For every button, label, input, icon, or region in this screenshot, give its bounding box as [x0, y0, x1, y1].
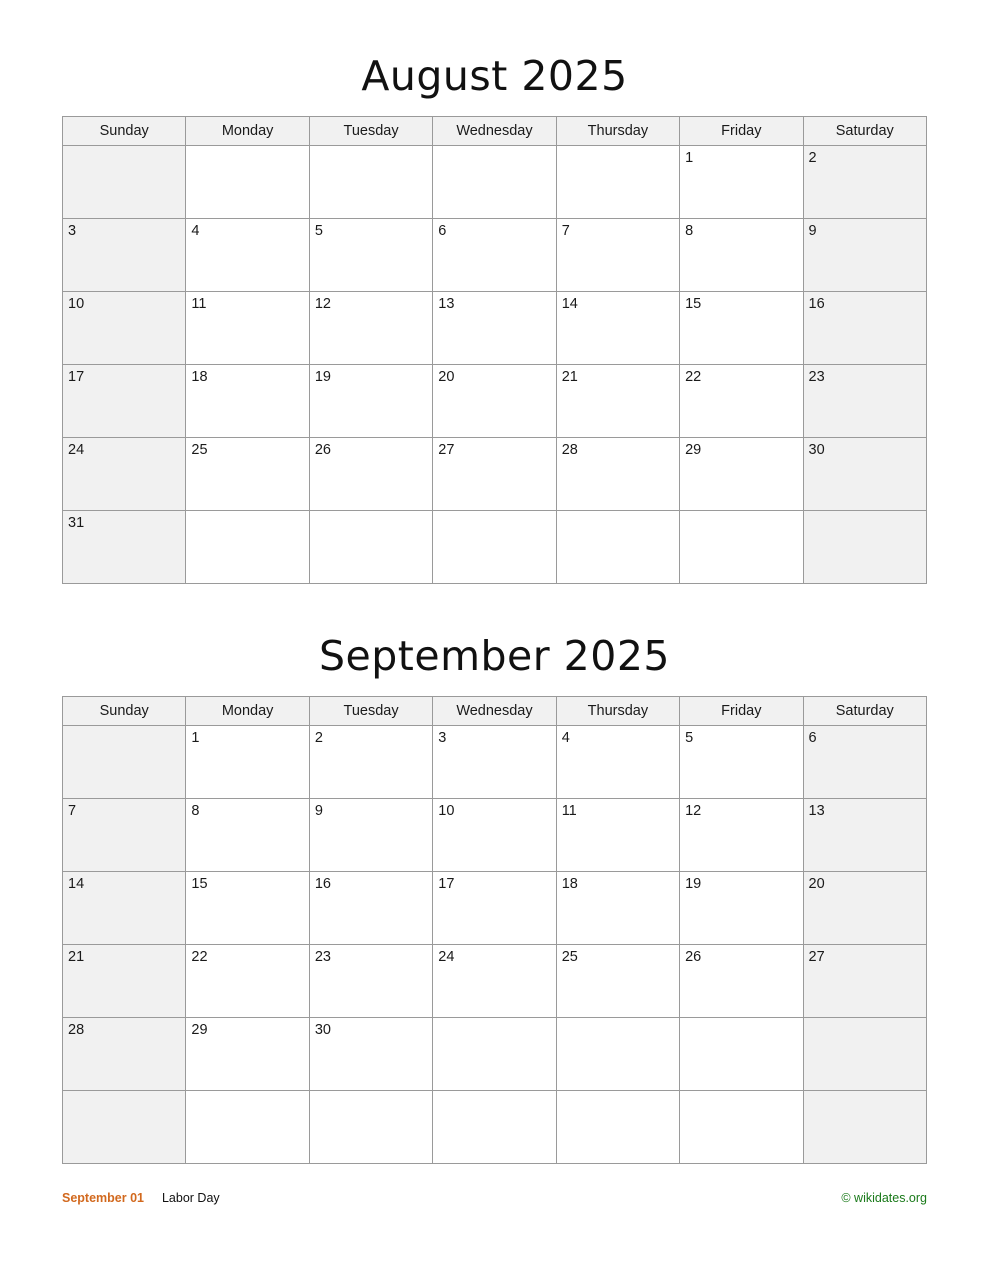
day-cell[interactable]: 4: [186, 219, 309, 292]
day-cell[interactable]: [556, 511, 679, 584]
day-cell[interactable]: 16: [309, 872, 432, 945]
weekday-header-tuesday: Tuesday: [309, 117, 432, 146]
day-cell[interactable]: 14: [556, 292, 679, 365]
day-cell[interactable]: 7: [63, 799, 186, 872]
day-cell[interactable]: [309, 146, 432, 219]
day-cell[interactable]: 7: [556, 219, 679, 292]
day-cell[interactable]: 15: [680, 292, 803, 365]
day-cell[interactable]: 25: [186, 438, 309, 511]
table-row: [63, 872, 927, 945]
table-row: [63, 219, 927, 292]
day-cell[interactable]: 18: [556, 872, 679, 945]
weekday-header-thursday: Thursday: [556, 697, 679, 726]
table-row: [63, 511, 927, 584]
day-cell[interactable]: [433, 1091, 556, 1164]
day-cell[interactable]: 10: [63, 292, 186, 365]
day-cell[interactable]: 20: [803, 872, 926, 945]
weekday-header-tuesday: Tuesday: [309, 697, 432, 726]
day-cell[interactable]: 19: [309, 365, 432, 438]
day-cell[interactable]: 25: [556, 945, 679, 1018]
holiday-name: Labor Day: [161, 1191, 220, 1205]
day-cell[interactable]: 26: [309, 438, 432, 511]
day-cell[interactable]: [186, 146, 309, 219]
month-title-september: September 2025: [319, 632, 670, 680]
day-cell[interactable]: 24: [63, 438, 186, 511]
table-row: [63, 1091, 927, 1164]
day-cell[interactable]: 8: [186, 799, 309, 872]
day-cell[interactable]: 15: [186, 872, 309, 945]
day-cell[interactable]: 8: [680, 219, 803, 292]
day-cell[interactable]: [556, 1018, 679, 1091]
day-cell[interactable]: 5: [309, 219, 432, 292]
day-cell[interactable]: 14: [63, 872, 186, 945]
weekday-header-thursday: Thursday: [556, 117, 679, 146]
weekday-header-sunday: Sunday: [63, 697, 186, 726]
day-cell[interactable]: [433, 511, 556, 584]
day-cell[interactable]: [803, 511, 926, 584]
day-cell[interactable]: [433, 146, 556, 219]
day-cell[interactable]: 13: [803, 799, 926, 872]
day-cell[interactable]: [63, 146, 186, 219]
weekday-header-row: [63, 117, 927, 146]
weekday-header-row: [63, 697, 927, 726]
weekday-header-monday: Monday: [186, 697, 309, 726]
weekday-header-monday: Monday: [186, 117, 309, 146]
day-cell[interactable]: 10: [433, 799, 556, 872]
day-cell[interactable]: 24: [433, 945, 556, 1018]
day-cell[interactable]: 1: [186, 726, 309, 799]
day-cell[interactable]: 6: [433, 219, 556, 292]
day-cell[interactable]: 29: [186, 1018, 309, 1091]
day-cell[interactable]: 26: [680, 945, 803, 1018]
day-cell[interactable]: 2: [803, 146, 926, 219]
table-row: [63, 726, 927, 799]
day-cell[interactable]: [803, 1018, 926, 1091]
day-cell[interactable]: [186, 511, 309, 584]
day-cell[interactable]: 30: [309, 1018, 432, 1091]
day-cell[interactable]: [186, 1091, 309, 1164]
weekday-header-saturday: Saturday: [803, 117, 926, 146]
holiday-date: September 01: [62, 1191, 144, 1205]
weekday-header-wednesday: Wednesday: [433, 697, 556, 726]
day-cell[interactable]: 13: [433, 292, 556, 365]
day-cell[interactable]: 17: [433, 872, 556, 945]
weekday-header-sunday: Sunday: [63, 117, 186, 146]
day-cell[interactable]: 12: [680, 799, 803, 872]
day-cell[interactable]: 23: [803, 365, 926, 438]
day-cell[interactable]: 6: [803, 726, 926, 799]
calendar-table-august: [62, 116, 927, 584]
table-row: [63, 945, 927, 1018]
table-row: [63, 1018, 927, 1091]
day-cell[interactable]: 28: [556, 438, 679, 511]
day-cell[interactable]: [556, 1091, 679, 1164]
day-cell[interactable]: 21: [63, 945, 186, 1018]
weekday-header-saturday: Saturday: [803, 697, 926, 726]
calendar-table-september: [62, 696, 927, 1164]
day-cell[interactable]: 22: [680, 365, 803, 438]
day-cell[interactable]: [433, 1018, 556, 1091]
weekday-header-wednesday: Wednesday: [433, 117, 556, 146]
month-title-august: August 2025: [361, 52, 628, 100]
day-cell[interactable]: [680, 511, 803, 584]
day-cell[interactable]: 2: [309, 726, 432, 799]
day-cell[interactable]: [309, 1091, 432, 1164]
day-cell[interactable]: 1: [680, 146, 803, 219]
holiday-note: [62, 1191, 220, 1205]
table-row: [63, 292, 927, 365]
day-cell[interactable]: 18: [186, 365, 309, 438]
day-cell[interactable]: 30: [803, 438, 926, 511]
table-row: [63, 146, 927, 219]
day-cell[interactable]: 27: [803, 945, 926, 1018]
day-cell[interactable]: 20: [433, 365, 556, 438]
day-cell[interactable]: [556, 146, 679, 219]
weekday-header-friday: Friday: [680, 697, 803, 726]
day-cell[interactable]: 3: [63, 219, 186, 292]
day-cell[interactable]: 11: [556, 799, 679, 872]
day-cell[interactable]: 17: [63, 365, 186, 438]
table-row: [63, 438, 927, 511]
day-cell[interactable]: 9: [803, 219, 926, 292]
day-cell[interactable]: 12: [309, 292, 432, 365]
day-cell[interactable]: 27: [433, 438, 556, 511]
day-cell[interactable]: 21: [556, 365, 679, 438]
day-cell[interactable]: 11: [186, 292, 309, 365]
weekday-header-friday: Friday: [680, 117, 803, 146]
day-cell[interactable]: 19: [680, 872, 803, 945]
day-cell[interactable]: [63, 726, 186, 799]
day-cell[interactable]: [309, 511, 432, 584]
day-cell[interactable]: [680, 1018, 803, 1091]
day-cell[interactable]: 22: [186, 945, 309, 1018]
day-cell[interactable]: 31: [63, 511, 186, 584]
day-cell[interactable]: 28: [63, 1018, 186, 1091]
footer: [62, 1188, 927, 1208]
day-cell[interactable]: 23: [309, 945, 432, 1018]
day-cell[interactable]: 3: [433, 726, 556, 799]
day-cell[interactable]: [803, 1091, 926, 1164]
table-row: [63, 799, 927, 872]
day-cell[interactable]: 4: [556, 726, 679, 799]
day-cell[interactable]: 29: [680, 438, 803, 511]
day-cell[interactable]: 16: [803, 292, 926, 365]
credit-link[interactable]: © wikidates.org: [841, 1191, 927, 1205]
day-cell[interactable]: 5: [680, 726, 803, 799]
day-cell[interactable]: 9: [309, 799, 432, 872]
table-row: [63, 365, 927, 438]
day-cell[interactable]: [680, 1091, 803, 1164]
month-block-september: [62, 584, 927, 1164]
month-block-august: [62, 0, 927, 584]
day-cell[interactable]: [63, 1091, 186, 1164]
